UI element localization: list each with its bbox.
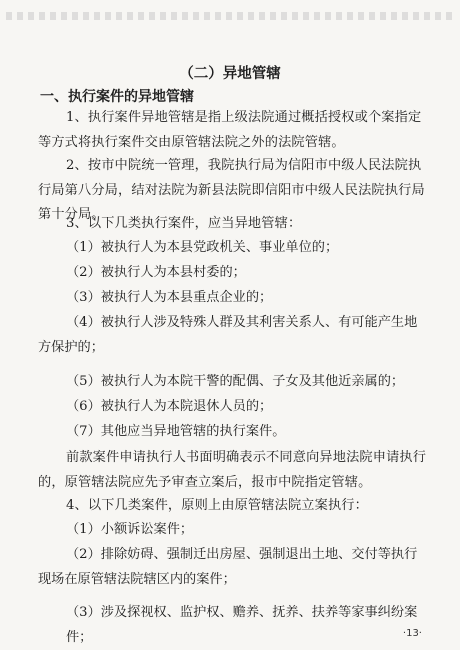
list-item: （2）排除妨碍、强制迁出房屋、强制退出土地、交付等执行现场在原管辖法院辖区内的案件；: [38, 547, 418, 587]
paragraph-1: 1、执行案件异地管辖是指上级法院通过概括授权或个案指定等方式将执行案件交由原管辖法院之外的法院管辖。: [38, 110, 422, 150]
page-number: ·13·: [402, 628, 422, 639]
heading: 一、执行案件的异地管辖: [40, 89, 194, 105]
paragraph-2: 2、按市中院统一管理，我院执行局为信阳市中级人民法院执行局第八分局，结对法院为新县法院即信阳市中级人民法院执行局第十分局。: [38, 158, 425, 222]
list-item: （1）被执行人为本县党政机关、事业单位的；: [66, 240, 339, 255]
list-item: （4）被执行人涉及特殊人群及其利害关系人、有可能产生地方保护的；: [38, 315, 418, 355]
list-item: （7）其他应当异地管辖的执行案件。: [66, 424, 286, 439]
list-item: （1）小额诉讼案件；: [66, 522, 194, 537]
list-item: （2）被执行人为本县村委的；: [66, 265, 246, 280]
bleed-through-text: [6, 12, 454, 20]
paragraph-3: 3、以下几类执行案件，应当异地管辖：: [66, 216, 302, 231]
list-item: （3）涉及探视权、监护权、赡养、抚养、扶养等家事纠纷案件；: [66, 605, 418, 645]
list-item: （5）被执行人为本院干警的配偶、子女及其他近亲属的；: [66, 374, 405, 389]
paragraph-4: 前款案件申请执行人书面明确表示不同意向异地法院申请执行的，原管辖法院应先予审查立案后，报市中院指定管辖。: [38, 450, 427, 490]
section-title: （二）异地管辖: [179, 65, 281, 82]
list-item: （6）被执行人为本院退休人员的；: [66, 399, 273, 414]
list-item: （3）被执行人为本县重点企业的；: [66, 290, 273, 305]
paragraph-5: 4、以下几类案件，原则上由原管辖法院立案执行：: [66, 498, 368, 513]
